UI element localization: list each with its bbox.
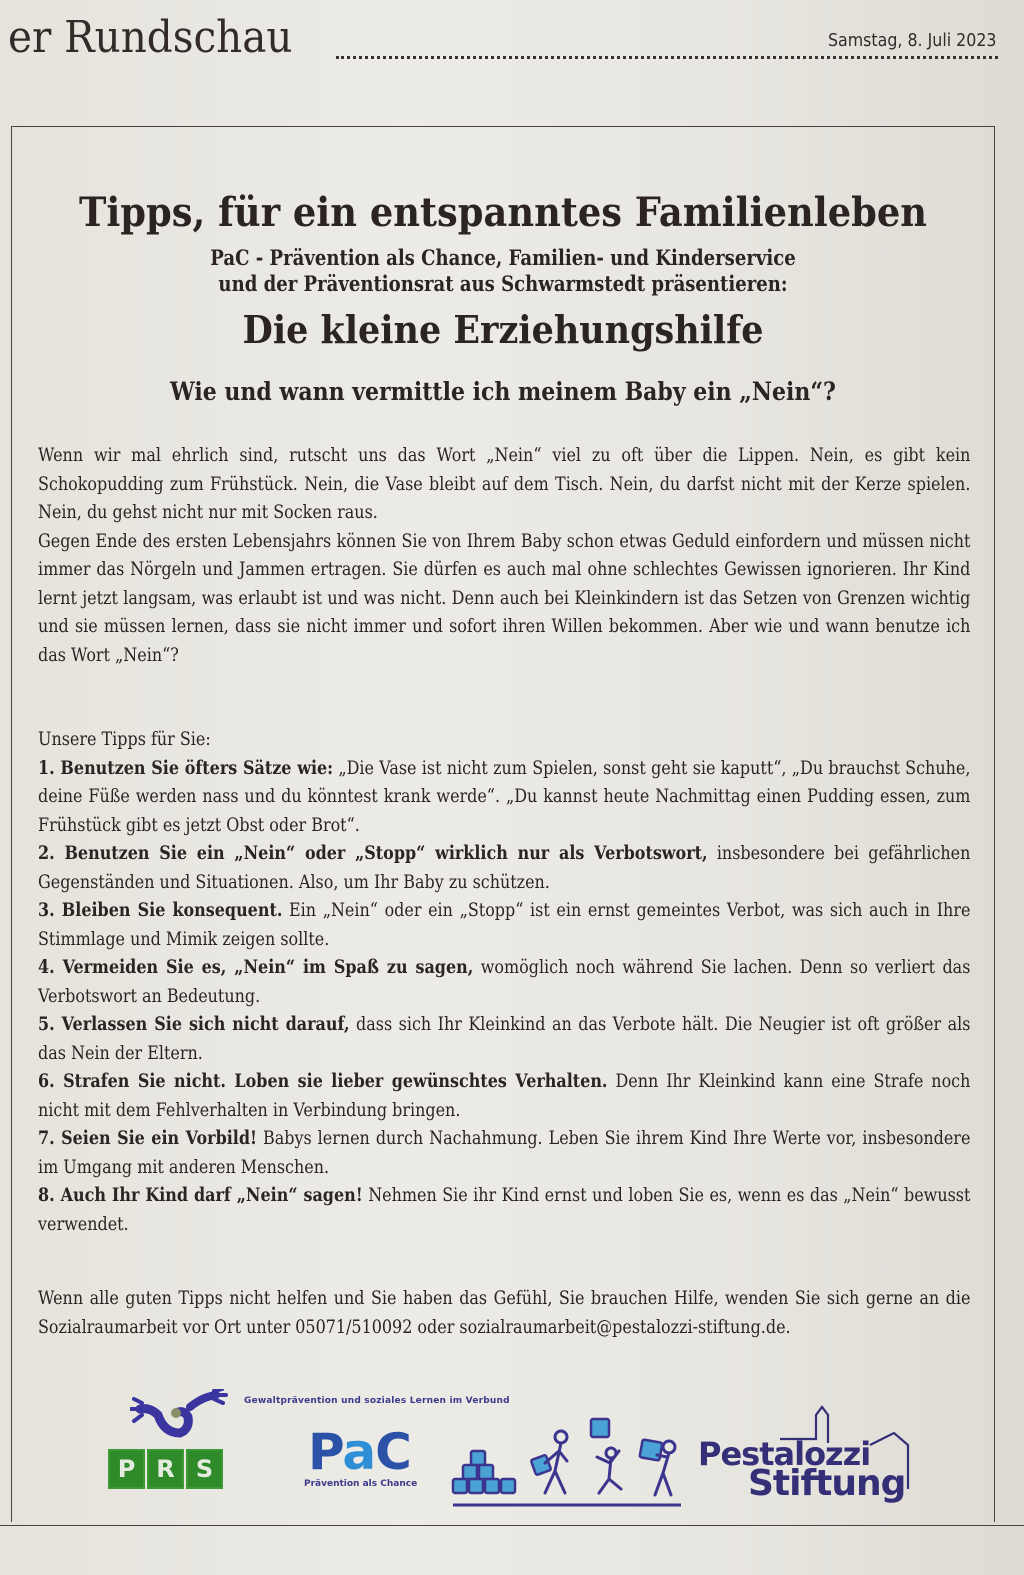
tip-item (38, 953, 970, 1010)
tip-lead: 6. Strafen Sie nicht. Loben sie lieber gewünschtes Verhalten. (38, 1070, 608, 1092)
tip-text: „Die Vase ist nicht zum Spielen, sonst geht sie kaputt“, „Du brauchst Schuhe, deine Füße werden nass und du könntest krank werde“. „Du kannst heute Nachmittag einen Pudding essen, zum Frühstück gibt es jetzt Obst oder Brot“. (38, 756, 971, 836)
ad-question: Wie und wann vermittle ich meinem Baby ein „Nein“? (170, 377, 836, 406)
masthead (0, 0, 1024, 80)
closing-section (38, 1284, 971, 1341)
tip-item (38, 1067, 970, 1124)
newspaper-name: er Rundschau (8, 12, 293, 63)
prs-letter: R (147, 1449, 184, 1489)
tip-lead: 1. Benutzen Sie öfters Sätze wie: (38, 756, 334, 779)
tip-item (38, 1181, 970, 1238)
ad-subtitle: Die kleine Erziehungshilfe (242, 307, 764, 352)
pac-wordmark: PaC (308, 1423, 411, 1481)
tip-text: Ein „Nein“ oder ein „Stopp“ ist ein ernst gemeintes Verbot, was sich auch in Ihre Stimmlage und Mimik zeigen sollte. (38, 899, 971, 950)
closing-paragraph: Wenn alle guten Tipps nicht helfen und Sie haben das Gefühl, Sie brauchen Hilfe, wenden Sie sich gerne an die Sozialraumarbeit vor Ort unter 05071/510092 oder sozialraumarbeit@pestalozzi-stiftung.de. (38, 1287, 971, 1338)
logo-tagline: Gewaltprävention und soziales Lernen im Verbund (244, 1396, 510, 1406)
ad-title: Tipps, für ein entspanntes Familienleben (78, 189, 928, 236)
tip-lead: 3. Bleiben Sie konsequent. (38, 899, 283, 921)
presenter-line-1: PaC - Prävention als Chance, Familien- und Kinderservice (210, 245, 796, 270)
tip-text: Denn Ihr Kleinkind kann eine Strafe noch nicht mit dem Fehlverhalten in Verbindung bringen. (38, 1070, 971, 1121)
presenter-text (81, 245, 926, 297)
tip-item (38, 839, 970, 896)
tip-item (38, 896, 970, 953)
children-playing-blocks-icon (449, 1401, 689, 1511)
presenter-line-2: und der Präventionsrat aus Schwarmstedt präsentieren: (218, 271, 788, 296)
tip-lead: 7. Seien Sie ein Vorbild! (38, 1127, 258, 1149)
pestalozzi-line-2: Stiftung (748, 1463, 906, 1504)
prs-letter: P (108, 1449, 145, 1489)
pac-logo (304, 1423, 448, 1505)
prs-logo (108, 1389, 228, 1509)
tip-item (38, 1010, 970, 1067)
tip-text: Nehmen Sie ihr Kind ernst und loben Sie es, wenn es das „Nein“ bewusst verwendet. (38, 1184, 971, 1235)
tip-text: dass sich Ihr Kleinkind an das Verbote hält. Die Neugier ist oft größer als das Nein der Eltern. (38, 1013, 971, 1064)
tip-text: insbesondere bei gefährlichen Gegenständen und Situationen. Also, um Ihr Baby zu schützen. (38, 842, 971, 893)
tip-text: Babys lernen durch Nachahmung. Leben Sie ihrem Kind Ihre Werte vor, insbesondere im Umgang mit anderen Menschen. (38, 1127, 971, 1178)
tip-lead: 5. Verlassen Sie sich nicht darauf, (38, 1013, 350, 1035)
pac-caption: Prävention als Chance (304, 1479, 418, 1489)
tips-heading: Unsere Tipps für Sie: (38, 728, 211, 750)
pestalozzi-line-1: Pestalozzi (698, 1435, 871, 1473)
intro-section (38, 441, 971, 669)
pestalozzi-logo (698, 1399, 928, 1519)
tip-lead: 2. Benutzen Sie ein „Nein“ oder „Stopp“ wirklich nur als Verbotswort, (38, 842, 708, 864)
tip-lead: 4. Vermeiden Sie es, „Nein“ im Spaß zu sagen, (38, 956, 474, 978)
tip-text: womöglich noch während Sie lachen. Denn so verliert das Verbotswort an Bedeutung. (38, 956, 971, 1007)
figure-icon (130, 1389, 230, 1449)
bottom-rule (0, 1525, 1024, 1526)
dotted-rule (336, 56, 998, 59)
tip-item (38, 754, 970, 840)
tips-section (38, 725, 971, 1238)
prs-letter: S (186, 1449, 223, 1489)
intro-paragraph: Wenn wir mal ehrlich sind, rutscht uns das Wort „Nein“ viel zu oft über die Lippen. Nein, es gibt kein Schokopudding zum Frühstück. Nein, die Vase bleibt auf dem Tisch. Nein, du darfst nicht mit der Kerze spielen. Nein, du gehst nicht nur mit Socken raus. (38, 444, 971, 523)
prs-letters (108, 1449, 223, 1489)
tip-item (38, 1124, 970, 1181)
issue-date: Samstag, 8. Juli 2023 (827, 30, 996, 51)
intro-paragraph: Gegen Ende des ersten Lebensjahrs können Sie von Ihrem Baby schon etwas Geduld einfordern und müssen nicht immer das Nörgeln und Jammen ertragen. Sie dürfen es auch mal ohne schlechtes Gewissen ignorieren. Ihr Kind lernt jetzt langsam, was erlaubt ist und was nicht. Denn auch bei Kleinkindern ist das Setzen von Grenzen wichtig und sie müssen lernen, dass sie nicht immer und sofort ihren Willen bekommen. Aber wie und wann benutze ich das Wort „Nein“? (38, 529, 971, 666)
tip-lead: 8. Auch Ihr Kind darf „Nein“ sagen! (38, 1184, 363, 1206)
advertisement-box (11, 126, 995, 1522)
sponsor-logos (12, 1389, 994, 1519)
